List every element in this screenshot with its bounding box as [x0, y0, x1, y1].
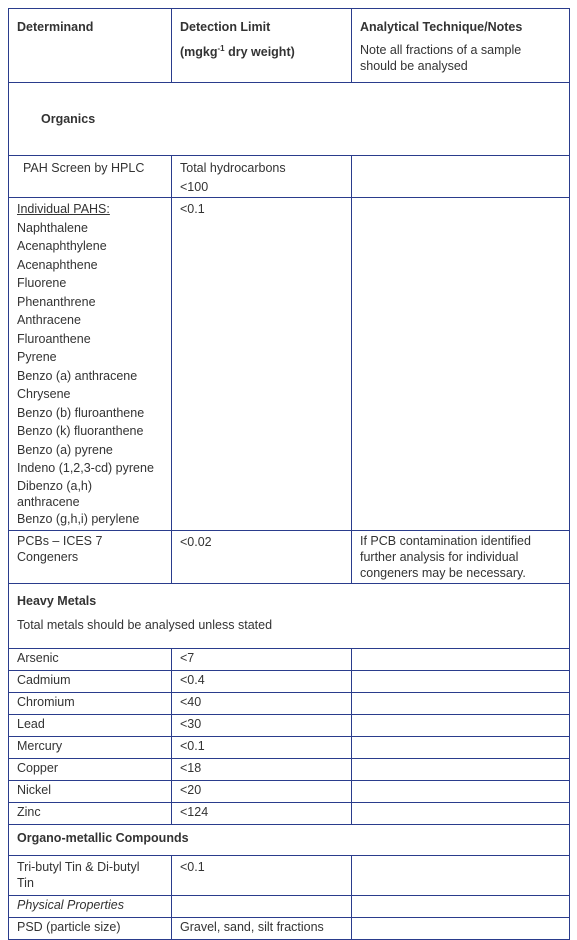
metal-name: Zinc — [9, 803, 172, 825]
metal-limit: <18 — [172, 759, 352, 781]
table-row — [9, 671, 570, 693]
pcbs-name: PCBs – ICES 7 Congeners — [9, 531, 172, 584]
metal-limit: <0.1 — [172, 737, 352, 759]
heavy-metals-heading: Heavy Metals — [17, 594, 97, 608]
metal-notes — [352, 715, 570, 737]
table-row — [9, 715, 570, 737]
section-heavy-metals — [9, 584, 570, 649]
table-row — [9, 803, 570, 825]
psd-name: PSD (particle size) — [9, 918, 172, 940]
header-determinand: Determinand — [9, 9, 172, 83]
individual-pahs-list: Individual PAHS: Naphthalene Acenaphthylene Acenaphthene Fluorene Phenanthrene Anthracene Fluroanthene Pyrene Benzo (a) anthracene Chrysene Benzo (b) fluroanthene Benzo (k) fluoranthene Benzo (a) pyrene Indeno (1,2,3-cd) pyrene Dibenzo (a,h) anthracene Benzo (g,h,i) perylene — [9, 198, 172, 531]
heavy-metals-note: Total metals should be analysed unless stated — [17, 617, 273, 632]
pcbs-notes: If PCB contamination identified further analysis for individual congeners may be necessary. — [352, 531, 570, 584]
table-row-pcbs — [9, 531, 570, 584]
metal-limit: <7 — [172, 649, 352, 671]
section-organo-metallic: Organo-metallic Compounds — [9, 825, 570, 856]
metal-name: Copper — [9, 759, 172, 781]
pah-screen-notes — [352, 156, 570, 198]
section-heavy-metals-row — [9, 584, 570, 649]
metal-name: Arsenic — [9, 649, 172, 671]
metal-notes — [352, 803, 570, 825]
metal-limit: <20 — [172, 781, 352, 803]
metal-notes — [352, 759, 570, 781]
individual-pahs-notes — [352, 198, 570, 531]
pah-screen-name: PAH Screen by HPLC — [9, 156, 172, 198]
header-row — [9, 9, 570, 83]
table-row — [9, 737, 570, 759]
table-row — [9, 693, 570, 715]
psd-limit: Gravel, sand, silt fractions — [172, 918, 352, 940]
metal-notes — [352, 671, 570, 693]
table-row-pah-screen — [9, 156, 570, 198]
psd-notes — [352, 918, 570, 940]
metal-name: Chromium — [9, 693, 172, 715]
pah-screen-limit: Total hydrocarbons <100 — [172, 156, 352, 198]
metal-notes — [352, 781, 570, 803]
pcbs-limit: <0.02 — [172, 531, 352, 584]
metal-name: Mercury — [9, 737, 172, 759]
table-row-psd — [9, 918, 570, 940]
organo-tin-limit: <0.1 — [172, 856, 352, 896]
header-unit: (mgkg$^{-1}$ dry weight) — [180, 43, 295, 59]
section-organics: Organics — [9, 83, 570, 156]
metal-notes — [352, 693, 570, 715]
table-row-organo-tin — [9, 856, 570, 896]
organo-tin-notes — [352, 856, 570, 896]
metal-notes — [352, 649, 570, 671]
header-technique — [352, 9, 570, 83]
organo-tin-name: Tri-butyl Tin & Di-butyl Tin — [9, 856, 172, 896]
header-detection-limit — [172, 9, 352, 83]
metal-limit: <124 — [172, 803, 352, 825]
header-technique-note: Note all fractions of a sample should be analysed — [360, 42, 522, 73]
table-row — [9, 781, 570, 803]
metal-limit: <30 — [172, 715, 352, 737]
metal-limit: <40 — [172, 693, 352, 715]
section-physical: Physical Properties — [9, 896, 172, 918]
table-row — [9, 759, 570, 781]
header-detection-limit-label: Detection Limit — [180, 20, 271, 34]
table-row — [9, 649, 570, 671]
metal-limit: <0.4 — [172, 671, 352, 693]
metal-name: Cadmium — [9, 671, 172, 693]
table-row-individual-pahs — [9, 198, 570, 531]
determinand-table — [8, 8, 570, 940]
metal-name: Lead — [9, 715, 172, 737]
section-organo-metallic-row — [9, 825, 570, 856]
header-technique-label: Analytical Technique/Notes — [360, 20, 523, 34]
metal-name: Nickel — [9, 781, 172, 803]
section-organics-row — [9, 83, 570, 156]
metal-notes — [352, 737, 570, 759]
individual-pahs-limit: <0.1 — [172, 198, 352, 531]
